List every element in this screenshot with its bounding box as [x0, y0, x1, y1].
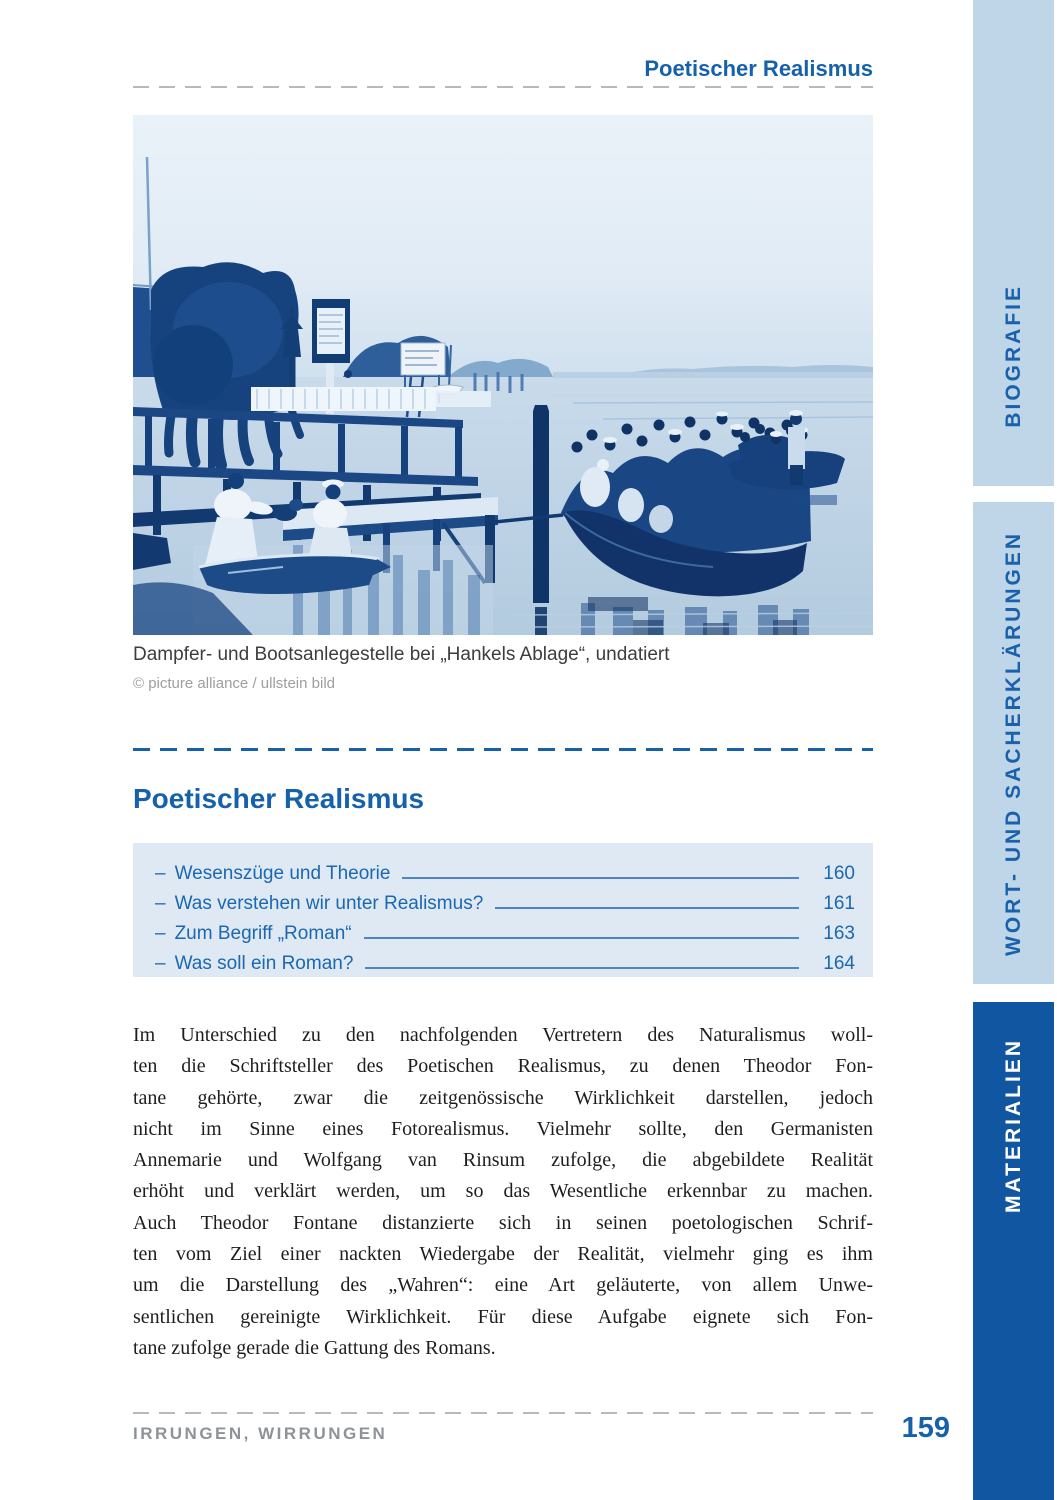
- section-divider: [133, 748, 873, 751]
- tab-wort-und-sacherklaerungen-label: WORT- UND SACHERKLÄRUNGEN: [1001, 530, 1025, 956]
- footer-divider: [133, 1412, 873, 1414]
- toc-entry-page: 163: [823, 923, 855, 944]
- toc-entry-label: Was verstehen wir unter Realismus?: [174, 893, 484, 914]
- body-line: tane gehörte, zwar die zeitgenössische Wirklichkeit darstellen, jedoch: [133, 1086, 873, 1109]
- toc-bullet: –: [155, 893, 166, 914]
- body-line: nicht im Sinne eines Fotorealismus. Vielmehr sollte, den Germanisten: [133, 1117, 873, 1140]
- toc-entry-label: Was soll ein Roman?: [174, 953, 354, 974]
- toc-entry: [155, 858, 855, 888]
- tab-materialien-label: MATERIALIEN: [1001, 1038, 1025, 1213]
- figure-credit: © picture alliance / ullstein bild: [133, 675, 335, 692]
- footer-book-title: IRRUNGEN, WIRRUNGEN: [133, 1424, 388, 1443]
- toc-leader-line: [365, 967, 799, 969]
- toc-entry-page: 164: [823, 953, 855, 974]
- body-line: um die Darstellung des „Wahren“: eine Art geläuterte, von allem Unwe-: [133, 1274, 873, 1297]
- toc-leader-line: [495, 907, 799, 909]
- toc-bullet: –: [155, 863, 166, 884]
- body-line: ten die Schriftsteller des Poetischen Realismus, zu denen Theodor Fon-: [133, 1055, 873, 1078]
- body-line: ten vom Ziel einer nackten Wiedergabe der Realität, vielmehr ging es ihm: [133, 1243, 873, 1266]
- toc-bullet: –: [155, 953, 166, 974]
- tab-materialien: [973, 1002, 1054, 1500]
- figure-caption: Dampfer- und Bootsanlegestelle bei „Hankels Ablage“, undatiert: [133, 644, 670, 665]
- toc-entry: [155, 948, 855, 978]
- body-line: tane zufolge gerade die Gattung des Romans.: [133, 1336, 496, 1359]
- toc-bullet: –: [155, 923, 166, 944]
- toc-entry: [155, 888, 855, 918]
- header-divider: [133, 86, 873, 88]
- tab-biografie-label: BIOGRAFIE: [1001, 284, 1025, 428]
- toc-entry-page: 161: [823, 893, 855, 914]
- tab-biografie: [973, 0, 1054, 486]
- running-header: Poetischer Realismus: [644, 56, 873, 81]
- body-paragraph: [133, 1020, 873, 1364]
- page-number: 159: [901, 1412, 950, 1444]
- figure-photo: [133, 115, 873, 635]
- body-line: Auch Theodor Fontane distanzierte sich in seinen poetologischen Schrif-: [133, 1211, 873, 1234]
- toc-leader-line: [402, 877, 799, 879]
- toc-box: [133, 843, 873, 977]
- tab-wort-und-sacherklaerungen: [973, 502, 1054, 984]
- body-line: Im Unterschied zu den nachfolgenden Vertretern des Naturalismus woll-: [133, 1024, 873, 1046]
- toc-entry-page: 160: [823, 863, 855, 884]
- hankels-ablage-photo: [133, 115, 873, 635]
- toc-leader-line: [364, 937, 799, 939]
- section-heading: Poetischer Realismus: [133, 783, 425, 814]
- toc-entry-label: Wesenszüge und Theorie: [174, 863, 391, 884]
- body-line: sentlichen gereinigte Wirklichkeit. Für diese Aufgabe eignete sich Fon-: [133, 1305, 873, 1328]
- toc-entry: [155, 918, 855, 948]
- toc-entry-label: Zum Begriff „Roman“: [174, 923, 352, 944]
- body-line: Annemarie und Wolfgang van Rinsum zufolge, die abgebildete Realität: [133, 1149, 873, 1172]
- body-line: erhöht und verklärt werden, um so das Wesentliche erkennbar zu machen.: [133, 1180, 873, 1203]
